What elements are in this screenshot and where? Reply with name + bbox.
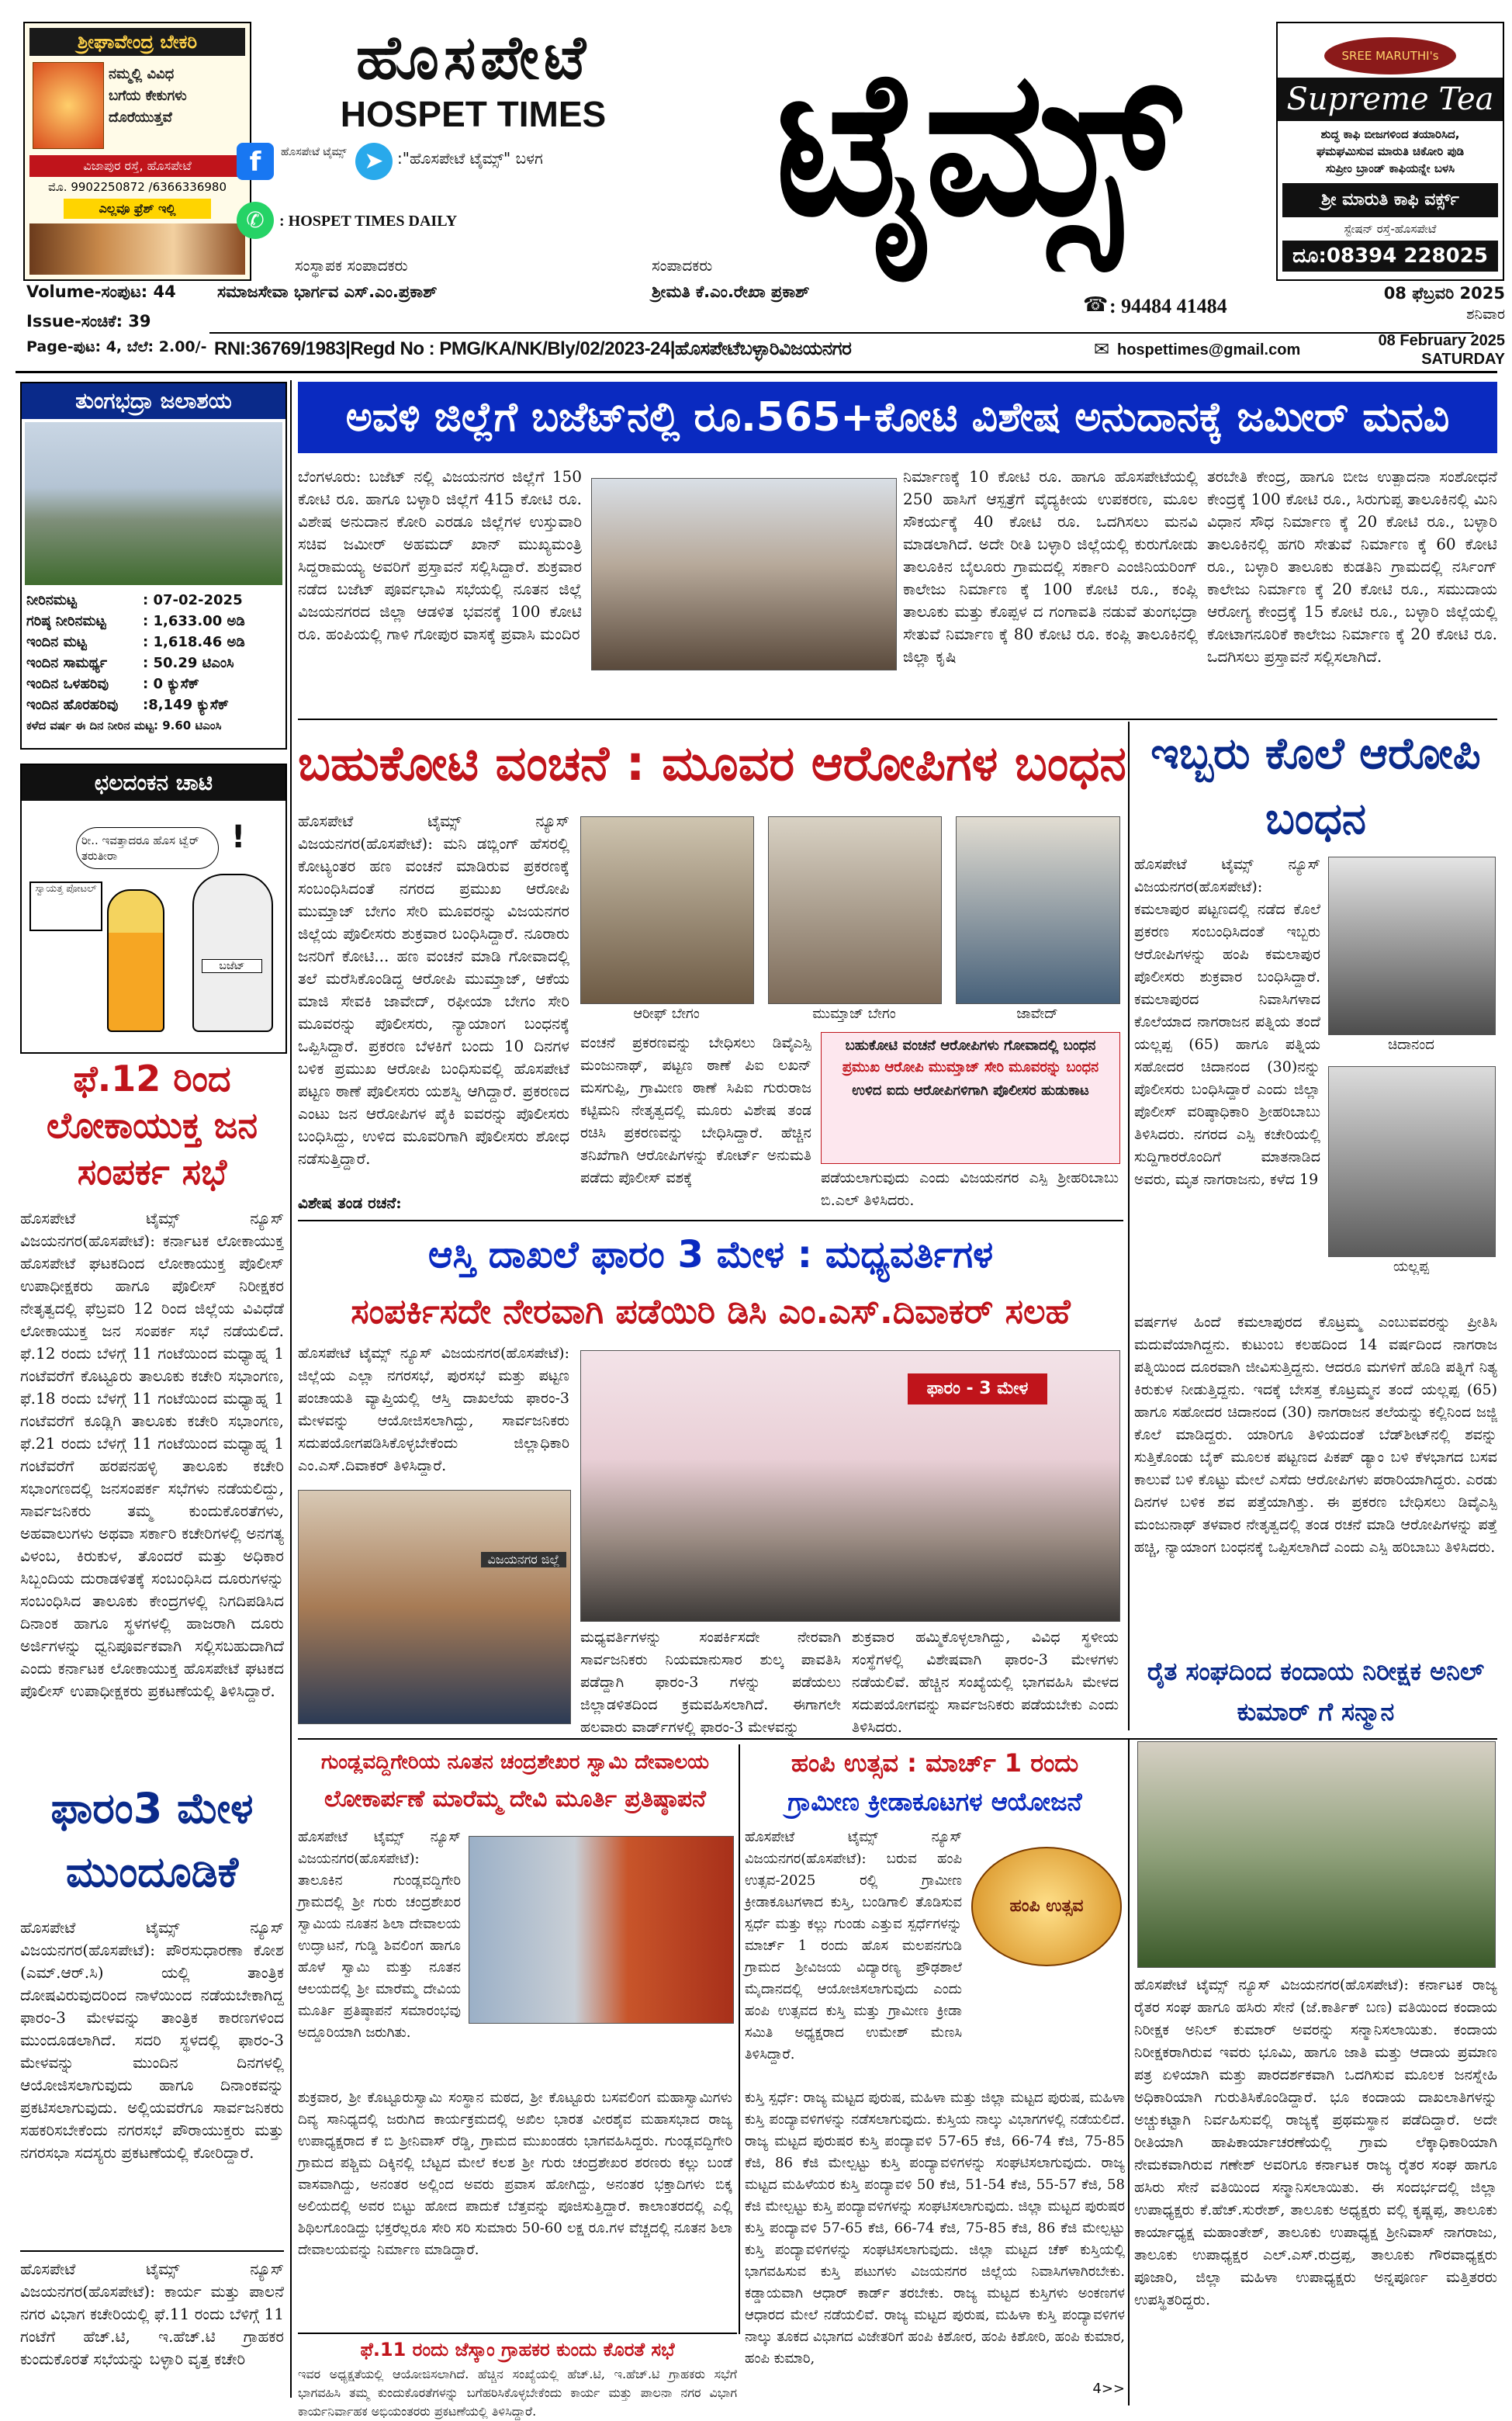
fraud-box-line2: ಪ್ರಮುಖ ಆರೋಪಿ ಮುಮ್ತಾಜ್ ಸೇರಿ ಮೂವರನ್ನು ಬಂಧನ [842,1059,1099,1075]
dam-photo [25,422,282,585]
lead-photo [591,478,897,670]
cartoon-tag: ಬಜೆಟ್ [202,959,262,973]
masthead-phone: : 94484 41484 [1109,295,1227,317]
dam-title: ತುಂಗಭದ್ರಾ ಜಲಾಶಯ [22,383,285,419]
form3-bottom-rule [298,1738,1497,1740]
editor-name: ಶ್ರೀಮತಿ ಕೆ.ಎಂ.ರೇಖಾ ಪ್ರಕಾಶ್ [652,282,810,301]
escom-body-left: ಹೊಸಪೇಟೆ ಟೈಮ್ಸ್ ನ್ಯೂಸ್ ವಿಜಯನಗರ(ಹೊಸಪೇಟೆ): ಕಾರ್ಯ ಮತ್ತು ಪಾಲನೆ ನಗರ ವಿಭಾಗ ಕಚೇರಿಯಲ್ಲಿ ಫೆ.11 ರಂದು ಬೆಳಿಗ್ಗೆ 11 ಗಂಟೆಗೆ ಹೆಚ್.ಟಿ, ಇ.ಹೆಚ್.ಟಿ ಗ್ರಾಹಕರ ಕುಂದುಕೊರತೆ ಸಭೆಯನ್ನು ಬಳ್ಳಾರಿ ವೃತ್ತ ಕಚೇರಿ [20,2260,284,2368]
hampi-body-1: ಹೊಸಪೇಟೆ ಟೈಮ್ಸ್ ನ್ಯೂಸ್ ವಿಜಯನಗರ(ಹೊಸಪೇಟೆ): ಬರುವ ಹಂಪಿ ಉತ್ಸವ-2025 ರಲ್ಲಿ ಗ್ರಾಮೀಣ ಕ್ರೀಡಾಕೂಟಗಳಾದ ಕುಸ್ತಿ, ಬಂಡಿಗಾಲಿ ತೊಡಿಸುವ ಸ್ಪರ್ಧೆ ಮತ್ತು ಕಲ್ಲು ಗುಂಡು ಎತ್ತುವ ಸ್ಪರ್ಧೆಗಳನ್ನು ಮಾರ್ಚ್ 1 ರಂದು ಹೊಸ ಮಲಪನಗುಡಿ ಗ್ರಾಮದ ಶ್ರೀವಿಜಯ ವಿದ್ಯಾರಣ್ಯ ಪ್ರೌಢಶಾಲೆ ಮೈದಾನದಲ್ಲಿ ಆಯೋಜಿಸಲಾಗುವುದು ಎಂದು ಹಂಪಿ ಉತ್ಸವದ ಕುಸ್ತಿ ಮತ್ತು ಗ್ರಾಮೀಣ ಕ್ರೀಡಾ ಸಮಿತಿ ಅಧ್ಯಕ್ಷರಾದ ಉಮೇಶ್ ಮೆಣಸಿ ತಿಳಿಸಿದ್ದಾರೆ. [745,1829,962,2063]
tea-address: ಸ್ಟೇಷನ್ ರಸ್ತೆ-ಹೊಸಪೇಟೆ [1344,222,1437,236]
column-rule-mid-lower [739,1744,740,2334]
fraud-subhead: ವಿಶೇಷ ತಂಡ ರಚನೆ: [298,1193,402,1212]
tea-ad [1276,22,1504,281]
hampi-headline-1: ಹಂಪಿ ಉತ್ಸವ : ಮಾರ್ಚ್ 1 ರಂದು [791,1748,1079,1778]
fraud-col2: ವಂಚನೆ ಪ್ರಕರಣವನ್ನು ಬೇಧಿಸಲು ಡಿವೈಎಸ್ಪಿ ಮಂಜುನಾಥ್, ಪಟ್ಟಣ ಠಾಣೆ ಪಿಐ ಲಖನ್ ಮಸಗುಪ್ಪಿ, ಗ್ರಾಮೀಣ ಠಾಣೆ ಸಿಪಿಐ ಗುರುರಾಜ ಕಟ್ಟಿಮನಿ ನೇತೃತ್ವದಲ್ಲಿ ಮೂರು ವಿಶೇಷ ತಂಡ ರಚಿಸಿ ಪ್ರಕರಣವನ್ನು ಬೇಧಿಸಿದ್ದಾರೆ. ಹೆಚ್ಚಿನ ತನಿಖೆಗಾಗಿ ಆರೋಪಿಗಳನ್ನು ಕೋರ್ಟ್ ಅನುಮತಿ ಪಡೆದು ಪೊಲೀಸ್ ವಶಕ್ಕೆ [580,1034,811,1186]
form3-banner: ಫಾರಂ - 3 ಮೇಳ [908,1373,1047,1404]
whatsapp-handle[interactable]: : HOSPET TIMES DAILY [279,213,458,230]
tea-line: ಸುಪ್ರೀಂ ಬ್ರಾಂಡ್ ಕಾಫಿಯನ್ನೇ ಬಳಸಿ [1325,161,1455,175]
temple-headline-2: ಲೋಕಾರ್ಪಣೆ ಮಾರೆಮ್ಮ ದೇವಿ ಮೂರ್ತಿ ಪ್ರತಿಷ್ಠಾಪನೆ [324,1785,706,1813]
lead-headline: ಅವಳಿ ಜಿಲ್ಲೆಗೆ ಬಜೆಟ್‌ನಲ್ಲಿ ರೂ.565+ಕೋಟಿ ವಿಶೇಷ ಅನುದಾನಕ್ಕೆ ಜಮೀರ್ ಮನವಿ [298,382,1497,453]
temple-body-1: ಹೊಸಪೇಟೆ ಟೈಮ್ಸ್ ನ್ಯೂಸ್ ವಿಜಯನಗರ(ಹೊಸಪೇಟೆ): ತಾಲೂಕಿನ ಗುಂಡ್ಲವದ್ದಿಗೇರಿ ಗ್ರಾಮದಲ್ಲಿ ಶ್ರೀ ಗುರು ಚಂದ್ರಶೇಖರ ಸ್ವಾಮಿಯ ನೂತನ ಶಿಲಾ ದೇವಾಲಯ ಉದ್ಘಾಟನೆ, ಗುಡ್ಡಿ ಶಿವಲಿಂಗ ಹಾಗೂ ಹೊಳೆ ಸ್ವಾಮಿ ಮತ್ತು ನೂತನ ಆಲಯದಲ್ಲಿ ಶ್ರೀ ಮಾರೆಮ್ಮ ದೇವಿಯ ಮೂರ್ತಿ ಪ್ರತಿಷ್ಠಾಪನೆ ಸಮಾರಂಭವು ಅದ್ದೂರಿಯಾಗಿ ಜರುಗಿತು. [298,1829,461,2041]
temple-headline-1: ಗುಂಡ್ಲವದ್ದಿಗೇರಿಯ ನೂತನ ಚಂದ್ರಶೇಖರ ಸ್ವಾಮಿ ದೇವಾಲಯ [320,1751,710,1774]
murder-body: ಹೊಸಪೇಟೆ ಟೈಮ್ಸ್ ನ್ಯೂಸ್ ವಿಜಯನಗರ(ಹೊಸಪೇಟೆ): ಕಮಲಾಪುರ ಪಟ್ಟಣದಲ್ಲಿ ನಡೆದ ಕೊಲೆ ಪ್ರಕರಣ ಸಂಬಂಧಿಸಿದಂತೆ ಇಬ್ಬರು ಆರೋಪಿಗಳನ್ನು ಹಂಪಿ ಕಮಲಾಪುರ ಪೊಲೀಸರು ಶುಕ್ರವಾರ ಬಂಧಿಸಿದ್ದಾರೆ. ಕಮಲಾಪುರದ ನಿವಾಸಿಗಳಾದ ಕೊಲೆಯಾದ ನಾಗರಾಜನ ಪತ್ನಿಯ ತಂದೆ ಯಲ್ಲಪ್ಪ (65) ಹಾಗೂ ಪತ್ನಿಯ ಸಹೋದರ ಚಿದಾನಂದ (30)ನನ್ನು ಪೊಲೀಸರು ಬಂಧಿಸಿದ್ದಾರೆ ಎಂದು ಜಿಲ್ಲಾ ಪೊಲೀಸ್ ವರಿಷ್ಠಾಧಿಕಾರಿ ಶ್ರೀಹರಿಬಾಬು ತಿಳಿಸಿದರು. ನಗರದ ಎಸ್ಪಿ ಕಚೇರಿಯಲ್ಲಿ ಸುದ್ದಿಗಾರರೊಂದಿಗೆ ಮಾತನಾಡಿದ ಅವರು, ಮೃತ ನಾಗರಾಜನು, ಕಳೆದ 19 [1134,856,1320,1188]
form3-body-3: ಶುಕ್ರವಾರ ಹಮ್ಮಿಕೊಳ್ಳಲಾಗಿದ್ದು, ವಿವಿಧ ಸ್ಥಳೀಯ ಸಂಸ್ಥೆಗಳಲ್ಲಿ ವಿಶೇಷವಾಗಿ ಫಾರಂ-3 ಮೇಳಗಳು ನಡೆಯಲಿವೆ. ಹೆಚ್ಚಿನ ಸಂಖ್ಯೆಯಲ್ಲಿ ಭಾಗವಹಿಸಿ ಮೇಳದ ಸದುಪಯೋಗವನ್ನು ಸಾರ್ವಜನಿಕರು ಪಡೆಯಬೇಕು ಎಂದು ತಿಳಿಸಿದರು. [852,1629,1119,1736]
escom-body: ಇವರ ಅಧ್ಯಕ್ಷತೆಯಲ್ಲಿ ಆಯೋಜಿಸಲಾಗಿದೆ. ಹೆಚ್ಚಿನ ಸಂಖ್ಯೆಯಲ್ಲಿ ಹೆಚ್.ಟಿ, ಇ.ಹೆಚ್.ಟಿ ಗ್ರಾಹಕರು ಸಭೆಗೆ ಭಾಗವಹಿಸಿ ತಮ್ಮ ಕುಂದುಕೊರತೆಗಳನ್ನು ಬಗೆಹರಿಸಿಕೊಳ್ಳಬೇಕೆಂದು ಕಾರ್ಯ ಮತ್ತು ಪಾಲನಾ ನಗರ ವಿಭಾಗ ಕಾರ್ಯನಿರ್ವಾಹಕ ಅಭಿಯಂತರರು ಪ್ರಕಟಣೆಯಲ್ಲಿ ತಿಳಿಸಿದ್ದಾರೆ. [298,2367,737,2419]
tea-company: ಶ್ರೀ ಮಾರುತಿ ಕಾಫಿ ವರ್ಕ್ಸ್ [1282,183,1498,217]
dam-panel [20,382,287,750]
dam-row: ಇಂದಿನ ಸಾಮರ್ಥ್ಯ : 50.29 ಟಿಎಂಸಿ [26,655,234,671]
column-rule-left [290,380,292,2398]
bakery-line: ಬಗೆಯ ಕೇಕುಗಳು [109,88,187,104]
dc-portrait-sign: ವಿಜಯನಗರ ಜಿಲ್ಲೆ [481,1552,566,1567]
hampi-continue[interactable]: 4>> [1092,2381,1125,2397]
dam-row: ನೀರಿನಮಟ್ಟ : 07-02-2025 [26,592,243,608]
cake-image [29,223,245,275]
dam-row: ಇಂದಿನ ಮಟ್ಟ : 1,618.46 ಅಡಿ [26,634,245,650]
facebook-icon[interactable]: f [237,143,274,180]
tea-phone: ದೂ:08394 228025 [1282,241,1498,272]
accused-photo-1 [580,816,754,1004]
farmers-body: ಹೊಸಪೇಟೆ ಟೈಮ್ಸ್ ನ್ಯೂಸ್ ವಿಜಯನಗರ(ಹೊಸಪೇಟೆ): ಕರ್ನಾಟಕ ರಾಜ್ಯ ರೈತರ ಸಂಘ ಹಾಗೂ ಹಸಿರು ಸೇನೆ (ಜೆ.ಕಾರ್ತಿಕ್ ಬಣ) ವತಿಯಿಂದ ಕಂದಾಯ ನಿರೀಕ್ಷಕ ಅನಿಲ್ ಕುಮಾರ್ ಅವರನ್ನು ಸನ್ಮಾನಿಸಲಾಯಿತು. ಕಂದಾಯ ನಿರೀಕ್ಷಕರಾಗಿರುವ ಇವರು ಭೂಮಿ, ಹಾಗೂ ಜಾತಿ ಮತ್ತು ಆದಾಯ ಪ್ರಮಾಣ ಪತ್ರ ಏಳಿಯಾಗಿ ಮತ್ತು ಪಾರದರ್ಶಕವಾಗಿ ಒದಗಿಸುವ ಮೂಲಕ ಜನಸ್ನೇಹಿ ಅಧಿಕಾರಿಯಾಗಿ ಗುರುತಿಸಿಕೊಂಡಿದ್ದಾರೆ. ಭೂ ಕಂದಾಯ ದಾಖಲಾತಿಗಳನ್ನು ಅಚ್ಚುಕಟ್ಟಾಗಿ ನಿರ್ವಹಿಸುವಲ್ಲಿ ರಾಜ್ಯಕ್ಕೆ ಪ್ರಥಮಸ್ಥಾನ ಪಡೆದಿದ್ದಾರೆ. ಅದೇ ರೀತಿಯಾಗಿ ಹಾಪಿಕಾರ್ಯಾಚರಣೆಯಲ್ಲಿ ಗ್ರಾಮ ಲೆಕ್ಕಾಧಿಕಾರಿಯಾಗಿ ನೇಮಕವಾಗಿರುವ ಗಣೇಶ್ ಅವರಿಗೂ ಕರ್ನಾಟಕ ರಾಜ್ಯ ರೈತರ ಸಂಘ ಹಾಗೂ ಹಸಿರು ಸೇನೆ ವತಿಯಿಂದ ಸನ್ಮಾನಿಸಲಾಯಿತು. ಈ ಸಂದರ್ಭದಲ್ಲಿ ಜಿಲ್ಲಾ ಉಪಾಧ್ಯಕ್ಷರು ಕೆ.ಹೆಚ್.ಸುರೇಶ್, ತಾಲೂಕು ಅಧ್ಯಕ್ಷರು ವಲ್ಲಿ ಕೃಷ್ಣಪ್ಪ, ತಾಲೂಕು ಕಾರ್ಯಾಧ್ಯಕ್ಷ ಮಹಾಂತೇಶ್, ತಾಲೂಕು ಉಪಾಧ್ಯಕ್ಷ ಶ್ರೀನಿವಾಸ್ ನಾಗರಾಜು, ತಾಲೂಕು ಉಪಾಧ್ಯಕ್ಷರ ಎಲ್.ಎಸ್.ರುದ್ರಪ್ಪ, ತಾಲೂಕು ಗೌರವಾಧ್ಯಕ್ಷರು ಪೂಜಾರಿ, ಜಿಲ್ಲಾ ಮಹಿಳಾ ಉಪಾಧ್ಯಕ್ಷರು ಅನ್ನಪೂರ್ಣ ಮತ್ತಿತರರು ಉಪಸ್ಥಿತರಿದ್ದರು. [1134,1976,1497,2308]
registration-line: RNI:36769/1983|Regd No : PMG/KA/NK/Bly/02/2023-24|ಹೊಸಪೇಟೆಬಳ್ಳಾರಿವಿಜಯನಗರ [214,338,852,359]
dam-row: ಗರಿಷ್ಠ ನೀರಿನಮಟ್ಟ : 1,633.00 ಅಡಿ [26,613,245,629]
hampi-headline-2: ಗ್ರಾಮೀಣ ಕ್ರೀಡಾಕೂಟಗಳ ಆಯೋಜನೆ [787,1787,1082,1817]
issue: Issue-ಸಂಚಿಕೆ: 39 [26,312,151,331]
dc-portrait [298,1490,571,1724]
registration-rule [209,332,1474,334]
tea-line: ಘಮಘಮಿಸುವ ಮಾರುತಿ ಚಿಕೋರಿ ಪುಡಿ [1316,144,1465,158]
pages-price: Page-ಪುಟ: 4, ಬೆಲೆ: 2.00/- [26,338,207,355]
date-english: 08 February 2025 [1378,332,1505,349]
tea-brand-small: SREE MARUTHI's [1324,37,1456,74]
form3-postponed-headline: ಫಾರಂ3 ಮೇಳ ಮುಂದೂಡಿಕೆ [50,1784,254,1896]
form3-headline-1: ಆಸ್ತಿ ದಾಖಲೆ ಫಾರಂ 3 ಮೇಳ : ಮಧ್ಯವರ್ತಿಗಳ [427,1233,994,1276]
temple-body-2: ಶುಕ್ರವಾರ, ಶ್ರೀ ಕೊಟ್ಟೂರುಸ್ವಾಮಿ ಸಂಸ್ಥಾನ ಮಠದ, ಶ್ರೀ ಕೊಟ್ಟೂರು ಬಸವಲಿಂಗ ಮಹಾಸ್ವಾಮಿಗಳು ದಿವ್ಯ ಸಾನಿಧ್ಯದಲ್ಲಿ ಜರುಗಿದ ಕಾರ್ಯಕ್ರಮದಲ್ಲಿ ಅಖಿಲ ಭಾರತ ವೀರಶೈವ ಮಹಾಸಭಾದ ರಾಜ್ಯ ಉಪಾಧ್ಯಕ್ಷರಾದ ಕೆ ಬಿ ಶ್ರೀನಿವಾಸ್ ರೆಡ್ಡಿ, ಗ್ರಾಮದ ಮುಖಂಡರು ಭಾಗವಹಿಸಿದ್ದರು. ಗುಂಡ್ಲವದ್ದಿಗೇರಿ ಗ್ರಾಮದ ಪಶ್ಚಿಮ ದಿಕ್ಕಿನಲ್ಲಿ ಬೆಟ್ಟದ ಮೇಲೆ ಕಲಶ ಶ್ರೀ ಗುರು ಚಂದ್ರಶೇಖರ ಶರಣರು ಕಲ್ಲು ಬಂಡೆ ವಾಸವಾಗಿದ್ದು, ಅನಂತರ ಅಲ್ಲಿಂದ ಅವರು ಪ್ರವಾಸ ಹೋಗಿದ್ದು, ಅನಂತರ ಭಕ್ತಾದಿಗಳು ಬಿಕ್ಕ ಅಲಿಯದಲ್ಲಿ ಅವರ ಬಿಟ್ಟು ಹೋದ ಪಾದುಕೆ ಬೆತ್ತವನ್ನು ಪೂಜಿಸುತ್ತಿದ್ದಾರೆ. ಕಾಲಾಂತರದಲ್ಲಿ ಎಲ್ಲಿ ಶಿಥಿಲಗೊಂಡಿದ್ದು ಭಕ್ತರೆಲ್ಲರೂ ಸೇರಿ ಸರಿ ಸುಮಾರು 50-60 ಲಕ್ಷ ರೂ.ಗಳ ವೆಚ್ಚದಲ್ಲಿ ನೂತನ ಶಿಲಾ ದೇವಾಲಯವನ್ನು ನಿರ್ಮಾಣ ಮಾಡಿದ್ದಾರೆ. [298,2090,732,2258]
exclamation-icon: ! [231,819,246,855]
volume: Volume-ಸಂಪುಟ: 44 [26,282,176,301]
form3-body-2: ಮಧ್ಯವರ್ತಿಗಳನ್ನು ಸಂಪರ್ಕಿಸದೇ ನೇರವಾಗಿ ಸಾರ್ವಜನಿಕರು ನಿಯಮಾನುಸಾರ ಶುಲ್ಕ ಪಾವತಿಸಿ ಪಡೆದ್ದಾಗಿ ಫಾರಂ-3 ಗಳನ್ನು ಪಡೆಯಲು ಜಿಲ್ಲಾಡಳಿತದಿಂದ ಕ್ರಮವಹಿಸಲಾಗಿದೆ. ಈಗಾಗಲೇ ಹಲವಾರು ವಾರ್ಡ್‌ಗಳಲ್ಲಿ ಫಾರಂ-3 ಮೇಳವನ್ನು [580,1629,841,1736]
email-icon: ✉ [1094,338,1110,360]
column-rule-right [1128,722,1130,1730]
facebook-handle[interactable]: ಹೊಸಪೇಟೆ ಟೈಮ್ಸ್ [281,146,347,158]
bakery-line: ದೊರೆಯುತ್ತವೆ [109,109,172,126]
masthead-big-title: ಟೈಮ್ಸ್ [775,26,1180,261]
murder-body-2: ವರ್ಷಗಳ ಹಿಂದೆ ಕಮಲಾಪುರದ ಕೊಟ್ರಮ್ಮ ಎಂಬುವವರನ್ನು ಪ್ರೀತಿಸಿ ಮದುವೆಯಾಗಿದ್ದನು. ಕುಟುಂಬ ಕಲಹದಿಂದ 14 ವರ್ಷದಿಂದ ನಾಗರಾಜ ಪತ್ನಿಯಿಂದ ದೂರವಾಗಿ ಜೀವಿಸುತ್ತಿದ್ದನು. ಆದರೂ ಮಗಳಿಗೆ ಹೊಡಿ ಪತ್ನಿಗೆ ನಿತ್ಯ ಕಿರುಕುಳ ನೀಡುತ್ತಿದ್ದನು. ಇದಕ್ಕೆ ಬೇಸತ್ತ ಕೊಟ್ರಮ್ಮನ ತಂದೆ ಯಲ್ಲಪ್ಪ (65) ಹಾಗೂ ಸಹೋದರ ಚಿದಾನಂದ (30) ನಾಗರಾಜನ ತಲೆಯನ್ನು ಕಲ್ಲಿನಿಂದ ಜಜ್ಜಿ ಕೊಲೆ ಮಾಡಿದ್ದರು. ಯಾರಿಗೂ ತಿಳಿಯದಂತೆ ಬೆಡ್‌ಶೀಟ್‌ನಲ್ಲಿ ಶವನ್ನು ಸುತ್ತಿಕೊಂಡು ಬೈಕ್ ಮೂಲಕ ಪಟ್ಟಣದ ಪಿಕಪ್ ಡ್ಯಾಂ ಬಳಿ ಕೆಳಭಾಗದ ಬಸವ ಕಾಲುವೆ ಬಳಿ ಕೊಟ್ಟು ಮೇಲೆ ಎಸೆದು ಆರೋಪಿಗಳು ಪರಾರಿಯಾಗಿದ್ದರು. ಎರಡು ದಿನಗಳ ಬಳಿಕ ಶವ ಪತ್ತೆಯಾಗಿತ್ತು. ಈ ಪ್ರಕರಣ ಬೇಧಿಸಲು ಡಿವೈಎಸ್ಪಿ ಮಂಜುನಾಥ್ ತಳವಾರ ನೇತೃತ್ವದಲ್ಲಿ ತಂಡ ರಚನೆ ಮಾಡಿ ಆರೋಪಿಗಳನ್ನು ಪತ್ತೆ ಹಚ್ಚಿ, ನ್ಯಾಯಾಂಗ ಬಂಧನಕ್ಕೆ ಒಪ್ಪಿಸಲಾಗಿದೆ ಎಂದು ಎಸ್ಪಿ ಹರಿಬಾಬು ತಿಳಿಸಿದರು. [1134,1314,1497,1556]
masthead-kannada-name: ಹೊಸಪೇಟೆ [355,23,591,93]
accused-photo-yallappa [1328,1066,1496,1257]
form3-headline-2: ಸಂಪರ್ಕಿಸದೇ ನೇರವಾಗಿ ಪಡೆಯಿರಿ ಡಿಸಿ ಎಂ.ಎಸ್.ದಿವಾಕರ್ ಸಲಹೆ [351,1292,1071,1332]
dam-row: ಇಂದಿನ ಹೊರಹರಿವು :8,149 ಕ್ಯುಸೆಕ್ [26,697,229,713]
bakery-phone: ಮೊ. 9902250872 /6366336980 [47,180,227,194]
lead-col3: ತರಬೇತಿ ಕೇಂದ್ರ, ಹಾಗೂ ಬೀಜ ಉತ್ಪಾದನಾ ಸಂಶೋಧನೆ ಕೇಂದ್ರಕ್ಕೆ 100 ಕೋಟಿ ರೂ., ಸಿರುಗುಪ್ಪ ತಾಲೂಕಿನಲ್ಲಿ ಮಿನಿ ವಿಧಾನ ಸೌಧ ನಿರ್ಮಾಣ ಕ್ಕೆ 20 ಕೋಟಿ ರೂ., ಬಳ್ಳಾರಿ ತಾಲೂಕಿನಲ್ಲಿ ಹಗರಿ ಸೇತುವೆ ನಿರ್ಮಾಣ ಕ್ಕೆ 60 ಕೋಟಿ ರೂ., ಬಳ್ಳಾರಿ ತಾಲೂಕು ಕುಡತಿನಿ ಗ್ರಾಮದಲ್ಲಿ ನರ್ಸಿಂಗ್ ಕಾಲೇಜು ನಿರ್ಮಾಣ ಕ್ಕೆ 20 ಕೋಟಿ ರೂ., ಸಮುದಾಯ ಆರೋಗ್ಯ ಕೇಂದ್ರಕ್ಕೆ 15 ಕೋಟಿ ರೂ., ಬಳ್ಳಾರಿ ಜಿಲ್ಲೆಯಲ್ಲಿ ಕೋಟಾಗನೂರಿಕೆ ಕಾಲೇಜು ನಿರ್ಮಾಣ ಕ್ಕೆ 20 ಕೋಟಿ ರೂ. ಒದಗಿಸಲು ಪ್ರಸ್ತಾವನೆ ಸಲ್ಲಿಸಲಾಗಿದೆ. [1207,467,1497,666]
escom-headline: ಫೆ.11 ರಂದು ಜೆಸ್ಕಾಂ ಗ್ರಾಹಕರ ಕುಂದು ಕೊರತೆ ಸಭೆ [360,2339,675,2360]
whatsapp-icon[interactable]: ✆ [237,202,274,239]
bakery-line: ನಮ್ಮಲ್ಲಿ ವಿವಿಧ [109,66,175,82]
hampi-body-2: ಕುಸ್ತಿ ಸ್ಪರ್ಧೆ: ರಾಜ್ಯ ಮಟ್ಟದ ಪುರುಷ, ಮಹಿಳಾ ಮತ್ತು ಜಿಲ್ಲಾ ಮಟ್ಟದ ಪುರುಷ, ಮಹಿಳಾ ಕುಸ್ತಿ ಪಂದ್ಯಾವಳಿಗಳನ್ನು ನಡೆಸಲಾಗುವುದು. ಕುಸ್ತಿಯ ನಾಲ್ಕು ವಿಭಾಗಗಳಲ್ಲಿ ನಡೆಯಲಿದೆ. ರಾಜ್ಯ ಮಟ್ಟದ ಪುರುಷರ ಕುಸ್ತಿ ಪಂದ್ಯಾವಳಿ 57-65 ಕೆಜಿ, 66-74 ಕೆಜಿ, 75-85 ಕೆಜಿ, 86 ಕೆಜಿ ಮೇಲ್ಪಟ್ಟು ಕುಸ್ತಿ ಪಂದ್ಯಾವಳಿಗಳನ್ನು ಸಂಘಟಿಸಲಾಗುವುದು. ರಾಜ್ಯ ಮಟ್ಟದ ಮಹಿಳೆಯರ ಕುಸ್ತಿ ಪಂದ್ಯಾವಳಿ 50 ಕೆಜಿ, 51-54 ಕೆಜಿ, 55-57 ಕೆಜಿ, 58 ಕೆಜಿ ಮೇಲ್ಪಟ್ಟು ಕುಸ್ತಿ ಪಂದ್ಯಾವಳಿಗಳನ್ನು ಸಂಘಟಿಸಲಾಗುವುದು. ಜಿಲ್ಲಾ ಮಟ್ಟದ ಪುರುಷರ ಕುಸ್ತಿ ಪಂದ್ಯಾವಳಿ 57-65 ಕೆಜಿ, 66-74 ಕೆಜಿ, 75-85 ಕೆಜಿ, 86 ಕೆಜಿ ಮೇಲ್ಪಟ್ಟು ಕುಸ್ತಿ ಪಂದ್ಯಾವಳಿಗಳನ್ನು ಸಂಘಟಿಸಲಾಗುವುದು. ಜಿಲ್ಲಾ ಮಟ್ಟದ ಚೆಕ್ ಕುಸ್ತಿಯಲ್ಲಿ ಭಾಗವಹಿಸುವ ಕುಸ್ತಿ ಪಟುಗಳು ವಿಜಯನಗರ ಜಿಲ್ಲೆಯ ನಿವಾಸಿಗಳಾಗಿರಬೇಕು. ಕಡ್ಡಾಯವಾಗಿ ಆಧಾರ್ ಕಾರ್ಡ್ ತರಬೇಕು. ರಾಜ್ಯ ಮಟ್ಟದ ಕುಸ್ತಿಗಳು ಅಂಕಣಗಳ ಆಧಾರದ ಮೇಲೆ ನಡೆಯಲಿವೆ. ರಾಜ್ಯ ಮಟ್ಟದ ಪುರುಷ, ಮಹಿಳಾ ಕುಸ್ತಿ ಪಂದ್ಯಾವಳಿಗಳ ನಾಲ್ಕು ತೂಕದ ವಿಭಾಗದ ವಿಜೇತರಿಗೆ ಹಂಪಿ ಕಿಶೋರ, ಹಂಪಿ ಕಿಶೋರಿ, ಹಂಪಿ ಕುಮಾರ, ಹಂಪಿ ಕುಮಾರಿ, [745,2090,1125,2367]
murder-headline: ಇಬ್ಬರು ಕೊಲೆ ಆರೋಪಿ ಬಂಧನ [1150,729,1481,844]
farmers-photo [1137,1741,1496,1968]
associate-editors-label: ಸಂಸ್ಥಾಪಕ ಸಂಪಾದಕರು [295,256,408,275]
farmers-headline: ರೈತ ಸಂಘದಿಂದ ಕಂದಾಯ ನಿರೀಕ್ಷಕ ಅನಿಲ್ ಕುಮಾರ್ ಗೆ ಸನ್ಮಾನ [1147,1657,1485,1727]
accused-photo-3 [956,816,1120,1004]
lokayukta-body: ಹೊಸಪೇಟೆ ಟೈಮ್ಸ್ ನ್ಯೂಸ್ ವಿಜಯನಗರ(ಹೊಸಪೇಟೆ): ಕರ್ನಾಟಕ ಲೋಕಾಯುಕ್ತ ಹೊಸಪೇಟೆ ಘಟಕದಿಂದ ಲೋಕಾಯುಕ್ತ ಪೊಲೀಸ್ ಉಪಾಧೀಕ್ಷಕರು ಹಾಗೂ ಪೊಲೀಸ್ ನಿರೀಕ್ಷಕರ ನೇತೃತ್ವದಲ್ಲಿ ಫೆಬ್ರವರಿ 12 ರಿಂದ ಜಿಲ್ಲೆಯ ವಿವಿಧೆಡೆ ಲೋಕಾಯುಕ್ತ ಜನ ಸಂಪರ್ಕ ಸಭೆ ನಡೆಯಲಿದೆ. ಫೆ.12 ರಂದು ಬೆಳಗ್ಗೆ 11 ಗಂಟೆಯಿಂದ ಮಧ್ಯಾಹ್ನ 1 ಗಂಟೆವರೆಗೆ ಕೊಟ್ಟೂರು ತಾಲೂಕು ಕಚೇರಿ ಸಭಾಂಗಣ, ಫೆ.18 ರಂದು ಬೆಳಗ್ಗೆ 11 ಗಂಟೆಯಿಂದ ಮಧ್ಯಾಹ್ನ 1 ಗಂಟೆವರೆಗೆ ಕೂಡ್ಲಿಗಿ ತಾಲೂಕು ಕಚೇರಿ ಸಭಾಂಗಣ, ಫೆ.21 ರಂದು ಬೆಳಗ್ಗೆ 11 ಗಂಟೆಯಿಂದ ಮಧ್ಯಾಹ್ನ 1 ಗಂಟೆವರೆಗೆ ಹರಪನಹಳ್ಳಿ ತಾಲೂಕು ಕಚೇರಿ ಸಭಾಂಗಣದಲ್ಲಿ ಜನಸಂಪರ್ಕ ಸಭೆಗಳು ನಡೆಯಲಿದ್ದು, ಸಾರ್ವಜನಿಕರು ತಮ್ಮ ಕುಂದುಕೊರತೆಗಳು, ಅಹವಾಲುಗಳು ಅಥವಾ ಸರ್ಕಾರಿ ಕಚೇರಿಗಳಲ್ಲಿ ಅನಗತ್ಯ ವಿಳಂಬ, ಕಿರುಕುಳ, ತೊಂದರೆ ಮತ್ತು ಅಧಿಕಾರ ಸಿಬ್ಬಂದಿಯ ದುರಾಡಳಿತಕ್ಕೆ ಸಂಬಂಧಿಸಿದ ದೂರುಗಳನ್ನು ಸಂಬಂಧಿಸಿದ ತಾಲೂಕು ಕೇಂದ್ರಗಳಲ್ಲಿ ನಿಗದಿಪಡಿಸಿದ ದಿನಾಂಕ ಹಾಗೂ ಸ್ಥಳಗಳಲ್ಲಿ ಹಾಜರಾಗಿ ದೂರು ಅರ್ಜಿಗಳನ್ನು ಧ್ವನಿಪೂರ್ವಕವಾಗಿ ಸಲ್ಲಿಸಬಹುದಾಗಿದೆ ಎಂದು ಕರ್ನಾಟಕ ಲೋಕಾಯುಕ್ತ ಹೊಸಪೇಟೆ ಘಟಕದ ಪೊಲೀಸ್ ಉಪಾಧೀಕ್ಷಕರು ಪ್ರಕಟಣೆಯಲ್ಲಿ ತಿಳಿಸಿದ್ದಾರೆ. [20,1209,284,1700]
day-kannada: ಶನಿವಾರ [1466,306,1505,323]
accused-photo-chidananda [1328,857,1496,1035]
date-kannada: 08 ಫೆಬ್ರವರಿ 2025 [1383,284,1505,303]
caption-yallappa: ಯಲ್ಲಪ್ಪ [1393,1259,1429,1275]
fraud-box-line3: ಉಳಿದ ಐದು ಆರೋಪಿಗಳಿಗಾಗಿ ಪೊಲೀಸರ ಹುಡುಕಾಟ [852,1082,1089,1099]
lokayukta-headline: ಫೆ.12 ರಿಂದ ಲೋಕಾಯುಕ್ತ ಜನ ಸಂಪರ್ಕ ಸಭೆ [46,1058,258,1193]
left-divider [20,2250,284,2252]
tea-brand: Supreme Tea [1278,78,1503,121]
lead-col1: ಬೆಂಗಳೂರು: ಬಜೆಟ್ ನಲ್ಲಿ ವಿಜಯನಗರ ಜಿಲ್ಲೆಗೆ 150 ಕೋಟಿ ರೂ. ಹಾಗೂ ಬಳ್ಳಾರಿ ಜಿಲ್ಲೆಗೆ 415 ಕೋಟಿ ರೂ. ವಿಶೇಷ ಅನುದಾನ ಕೋರಿ ಎರಡೂ ಜಿಲ್ಲೆಗಳ ಉಸ್ತುವಾರಿ ಸಚಿವ ಜಮೀರ್ ಅಹಮದ್ ಖಾನ್ ಮುಖ್ಯಮಂತ್ರಿ ಸಿದ್ದರಾಮಯ್ಯ ಅವರಿಗೆ ಪ್ರಸ್ತಾವನೆ ಸಲ್ಲಿಸಿದ್ದಾರೆ. ಶುಕ್ರವಾರ ನಡೆದ ಬಜೆಟ್ ಪೂರ್ವಭಾವಿ ಸಭೆಯಲ್ಲಿ ನೂತನ ಜಿಲ್ಲೆ ವಿಜಯನಗರದ ಜಿಲ್ಲಾ ಆಡಳಿತ ಭವನಕ್ಕೆ 100 ಕೋಟಿ ರೂ. ಹಂಪಿಯಲ್ಲಿ ಗಾಳಿ ಗೋಪುರ ವಾಸಕ್ಕೆ ಪ್ರವಾಸಿ ಮಂದಿರ [298,467,582,643]
cartoon-speech: ರೀ.. ಇವತ್ತಾದರೂ ಹೊಸ ಟ್ವೆರ್ ತರುತೀರಾ [76,827,219,869]
dam-row: ಇಂದಿನ ಒಳಹರಿವು : 0 ಕ್ಯುಸೆಕ್ [26,676,199,692]
temple-photo [469,1836,734,2024]
form3-postponed-body: ಹೊಸಪೇಟೆ ಟೈಮ್ಸ್ ನ್ಯೂಸ್ ವಿಜಯನಗರ(ಹೊಸಪೇಟೆ): ಪೌರಸುಧಾರಣಾ ಕೋಶ (ಎಮ್.ಆರ್.ಸಿ) ಯಲ್ಲಿ ತಾಂತ್ರಿಕ ದೋಷವಿರುವುದರಿಂದ ನಾಳೆಯಿಂದ ನಡೆಯಬೇಕಾಗಿದ್ದ ಫಾರಂ-3 ಮೇಳವನ್ನು ತಾಂತ್ರಿಕ ಕಾರಣಗಳಿಂದ ಮುಂದೂಡಲಾಗಿದೆ. ಸದರಿ ಸ್ಥಳದಲ್ಲಿ ಫಾರಂ-3 ಮೇಳವನ್ನು ಮುಂದಿನ ದಿನಗಳಲ್ಲಿ ಆಯೋಜಿಸಲಾಗುವುದು ಹಾಗೂ ದಿನಾಂಕವನ್ನು ಪ್ರಕಟಿಸಲಾಗುವುದು. ಅಲ್ಲಿಯವರೆಗೂ ಸಾರ್ವಜನಿಕರು ಸಹಕರಿಸಬೇಕೆಂದು ನಗರಸಭೆ ಪೌರಾಯುಕ್ತರು ಮತ್ತು ನಗರಸಭಾ ಸದಸ್ಯರು ಪ್ರಕಟಣೆಯಲ್ಲಿ ಕೋರಿದ್ದಾರೆ. [20,1918,284,2162]
fraud-highlight-box [821,1032,1120,1164]
masthead-bottom-rule [16,371,1497,373]
cartoon-panel [20,764,287,1054]
cartoon-title: ಛಲದಂಕನ ಚಾಟಿ [22,765,285,801]
telegram-icon[interactable]: ➤ [355,143,393,180]
cartoon-woman [107,889,164,1032]
phone-icon: ☎ [1083,293,1109,317]
day-english: SATURDAY [1421,351,1505,368]
form3-body-1: ಹೊಸಪೇಟೆ ಟೈಮ್ಸ್ ನ್ಯೂಸ್ ವಿಜಯನಗರ(ಹೊಸಪೇಟೆ): ಜಿಲ್ಲೆಯ ಎಲ್ಲಾ ನಗರಸಭೆ, ಪುರಸಭೆ ಮತ್ತು ಪಟ್ಟಣ ಪಂಚಾಯತಿ ವ್ಯಾಪ್ತಿಯಲ್ಲಿ ಆಸ್ತಿ ದಾಖಲೆಯ ಫಾರಂ-3 ಮೇಳವನ್ನು ಆಯೋಜಿಸಲಾಗಿದ್ದು, ಸಾರ್ವಜನಿಕರು ಸದುಪಯೋಗಪಡಿಸಿಕೊಳ್ಳಬೇಕೆಂದು ಜಿಲ್ಲಾಧಿಕಾರಿ ಎಂ.ಎಸ್.ದಿವಾಕರ್ ತಿಳಿಸಿದ್ದಾರೆ. [298,1345,569,1474]
lead-bottom-rule [298,719,1497,720]
fraud-col3: ಪಡೆಯಲಾಗುವುದು ಎಂದು ವಿಜಯನಗರ ಎಸ್ಪಿ ಶ್ರೀಹರಿಬಾಬು ಬಿ.ಎಲ್ ತಿಳಿಸಿದರು. [821,1169,1119,1209]
bakery-tagline: ಎಲ್ಲವೂ ಫ್ರೆಶ್ ಇಲ್ಲಿ [64,199,211,219]
fraud-bottom-rule [298,1220,1123,1221]
accused-photo-2 [768,816,942,1004]
bakery-logo: ಶ್ರೀಘಾವೇಂದ್ರ ಬೇಕರಿ [29,28,245,56]
deity-image [33,62,104,149]
accused-caption-2: ಮುಮ್ತಾಜ್ ಬೇಗಂ [812,1006,896,1022]
escom-top-rule [298,2333,737,2334]
accused-caption-1: ಆರೀಫ್ ಬೇಗಂ [633,1006,700,1022]
dam-row: ಕಳೆದ ವರ್ಷ ಈ ದಿನ ನೀರಿನ ಮಟ್ಟ: 9.60 ಟಿಎಂಸಿ [26,719,222,733]
cartoon-man [192,874,273,1032]
telegram-handle[interactable]: :"ಹೊಸಪೇಟೆ ಟೈಮ್ಸ್" ಬಳಗ [397,149,543,168]
cartoon-board: ಸ್ವಾಯತ್ತ ಪೋಟಲ್ [29,881,102,931]
fraud-box-title: ಬಹುಕೋಟಿ ವಂಚನೆ ಆರೋಪಿಗಳು ಗೋವಾದಲ್ಲಿ ಬಂಧನ [845,1037,1096,1054]
bakery-address: ವಿಜಾಪುರ ರಸ್ತೆ, ಹೊಸಪೇಟೆ [29,155,245,177]
accused-caption-3: ಜಾವೇದ್ [1016,1006,1058,1022]
lead-col2: ನಿರ್ಮಾಣಕ್ಕೆ 10 ಕೋಟಿ ರೂ. ಹಾಗೂ ಹೊಸಪೇಟೆಯಲ್ಲಿ 250 ಹಾಸಿಗೆ ಆಸ್ಪತ್ರೆಗೆ ವೈದ್ಯಕೀಯ ಉಪಕರಣ, ಮೂಲ ಸೌಕರ್ಯಕ್ಕೆ 40 ಕೋಟಿ ರೂ. ಒದಗಿಸಲು ಮನವಿ ಮಾಡಲಾಗಿದೆ. ಅದೇ ರೀತಿ ಬಳ್ಳಾರಿ ಜಿಲ್ಲೆಯಲ್ಲಿ ಕುರುಗೋಡು ತಾಲೂಕಿನ ಬೈಲೂರು ಗ್ರಾಮದಲ್ಲಿ ಸರ್ಕಾರಿ ಎಂಜಿನಿಯರಿಂಗ್ ಕಾಲೇಜು ನಿರ್ಮಾಣ ಕ್ಕೆ 100 ಕೋಟಿ ರೂ., ಕಂಪ್ಲಿ ತಾಲೂಕು ಮತ್ತು ಕೊಪ್ಪಳ ದ ಗಂಗಾವತಿ ನಡುವೆ ತುಂಗಭದ್ರಾ ಸೇತುವೆ ನಿರ್ಮಾಣ ಕ್ಕೆ 80 ಕೋಟಿ ರೂ. ಕಂಪ್ಲಿ ತಾಲೂಕಿನಲ್ಲಿ ಜಿಲ್ಲಾ ಕೃಷಿ [903,467,1198,666]
fraud-col1: ಹೊಸಪೇಟೆ ಟೈಮ್ಸ್ ನ್ಯೂಸ್ ವಿಜಯನಗರ(ಹೊಸಪೇಟೆ): ಮನಿ ಡಬ್ಲಿಂಗ್ ಹೆಸರಲ್ಲಿ ಕೋಟ್ಯಂತರ ಹಣ ವಂಚನೆ ಮಾಡಿರುವ ಪ್ರಕರಣಕ್ಕೆ ಸಂಬಂಧಿಸಿದಂತೆ ನಗರದ ಪ್ರಮುಖ ಆರೋಪಿ ಮುಮ್ತಾಜ್ ಬೇಗಂ ಸೇರಿ ಮೂವರನ್ನು ವಿಜಯನಗರ ಜಿಲ್ಲೆಯ ಪೊಲೀಸರು ಶುಕ್ರವಾರ ಬಂಧಿಸಿದ್ದಾರೆ. ನೂರಾರು ಜನರಿಗೆ ಕೋಟಿ... ಹಣ ವಂಚನೆ ಮಾಡಿ ಗೋವಾದಲ್ಲಿ ತಲೆ ಮರೆಸಿಕೊಂಡಿದ್ದ ಆರೋಪಿ ಮುಮ್ತಾಜ್, ಆಕೆಯ ಮಾಜಿ ಸೇವಕಿ ಜಾವೇದ್, ರಫೀಯಾ ಬೇಗಂ ಸೇರಿ ಮೂವರನ್ನು ಪೊಲೀಸರು, ನ್ಯಾಯಾಂಗ ಬಂಧನಕ್ಕೆ ಒಪ್ಪಿಸಿದ್ದಾರೆ. ಪ್ರಕರಣ ಬೆಳಕಿಗೆ ಬಂದು 10 ದಿನಗಳ ಬಳಿಕ ಪ್ರಮುಖ ಆರೋಪಿ ಬಂಧಿಸುವಲ್ಲಿ ಹೊಸಪೇಟೆ ಪಟ್ಟಣ ಠಾಣೆ ಪೊಲೀಸರು ಯಶಸ್ವಿ ಆಗಿದ್ದಾರೆ. ಪ್ರಕರಣದ ಎಂಟು ಜನ ಆರೋಪಿಗಳ ಪೈಕಿ ಐವರನ್ನು ಪೊಲೀಸರು ಬಂಧಿಸಿದ್ದು, ಉಳಿದ ಮೂವರಿಗಾಗಿ ಪೊಲೀಸರು ಶೋಧ ನಡೆಸುತ್ತಿದ್ದಾರೆ. [298,812,569,1168]
fraud-headline: ಬಹುಕೋಟಿ ವಂಚನೆ : ಮೂವರ ಆರೋಪಿಗಳ ಬಂಧನ [298,735,1126,791]
associate-editor-name: ಸಮಾಜಸೇವಾ ಭಾರ್ಗವ ಎಸ್.ಎಂ.ಪ್ರಕಾಶ್ [217,282,438,301]
bakery-ad [23,22,251,281]
hampi-logo: ಹಂಪಿ ಉತ್ಸವ [971,1847,1122,1966]
caption-chidananda: ಚಿದಾನಂದ [1388,1037,1434,1053]
masthead-email[interactable]: hospettimes@gmail.com [1117,341,1301,358]
masthead-english-name: HOSPET TIMES [340,94,607,134]
column-rule-right-lower [1128,1738,1130,2405]
tea-line: ಶುದ್ಧ ಕಾಫಿ ಬೀಜಗಳಿಂದ ತಯಾರಿಸಿದ, [1320,127,1460,141]
editor-label: ಸಂಪಾದಕರು [652,256,713,275]
